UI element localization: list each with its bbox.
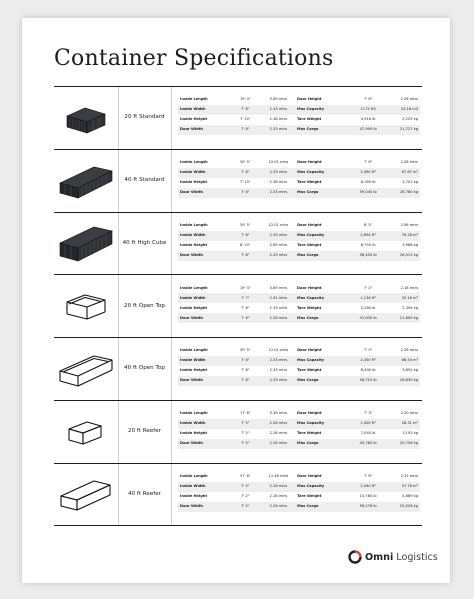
spec-value: 2.26 mtrs [262,502,295,512]
spec-value: 7' 10" [239,117,251,122]
spec-row [178,429,420,439]
spec-sheet [22,18,450,583]
spec-value: 8,750 lb [360,242,376,247]
spec-value: 7' 6" [229,313,262,323]
spec-row [178,376,420,386]
spec-label: Door Height [297,222,322,227]
brand-logo [348,550,438,564]
spec-label: Door Width [178,125,229,135]
spec-value: 1172 ft3 [350,105,387,115]
spec-label: Tare Weight [297,242,322,247]
reefer-container-40ft-icon [58,474,114,514]
spec-label: Door Width [178,313,229,323]
spec-value: 2.33 mtrs [262,105,295,115]
spec-value: 2.15 mtrs [400,473,418,478]
spec-value: 5,280 lb [360,305,376,310]
spec-label: Inside Height [180,493,208,498]
spec-value: 2.33 mtrs [269,305,288,310]
spec-value: 2.38 mtrs [269,180,288,184]
container-name: 20 ft Open Top [118,275,172,337]
spec-table [178,472,420,512]
spec-value: 2,350 ft³ [350,356,387,366]
spec-value: 7' 8" [241,368,250,373]
spec-value: 7' 8" [229,376,262,386]
spec-row [178,313,420,323]
container-image [54,338,119,400]
spec-label: Inside Length [180,473,208,478]
container-name: 40 ft Standard [118,150,172,212]
container-row [54,212,422,275]
container-row [54,400,422,463]
spec-row [178,303,420,313]
spec-value: 39' 5" [239,222,251,227]
spec-value: 7' 6" [363,160,373,164]
spec-label: Max Cargo [295,502,350,512]
spec-value: 7' 5" [229,482,262,492]
spec-label: Door Width [178,188,229,198]
open-top-container-40ft-icon [58,349,114,389]
spec-value: 7' 8" [229,105,262,115]
spec-row [178,283,420,293]
spec-label: Door Height [297,97,322,102]
container-name: 20 ft Standard [118,87,172,149]
spec-value: 17' 8" [239,411,251,416]
spec-label: Max Capacity [295,105,350,115]
container-row [54,149,422,212]
container-name: 20 ft Reefer [118,401,172,463]
spec-value: 7,040 lb [360,431,376,436]
spec-value: 2.18 mtrs [269,493,288,498]
spec-value: 2.33 mtrs [262,356,295,366]
spec-row [178,105,420,115]
spec-value: 21,727 kg [387,125,420,135]
spec-value: 12.01 mtrs [268,348,289,353]
spec-value: 37' 8" [239,473,251,478]
spec-value: 3,968 kg [402,242,418,247]
spec-value: 8,160 lb [360,180,376,184]
spec-value: 7' 6" [363,473,373,478]
spec-value: 7' 7" [229,293,262,303]
omni-logo-icon [348,550,362,564]
spec-value: 66.54 m³ [387,356,420,366]
spec-row [178,293,420,303]
spec-value: 5.89 mtrs [269,285,288,290]
container-image [54,150,119,212]
spec-value: 57.76 m³ [387,482,420,492]
spec-value: 47,999 lb [350,125,387,135]
spec-table [178,158,420,198]
spec-value: 7' 8" [229,168,262,178]
spec-label: Inside Height [180,305,208,310]
spec-value: 2,394 kg [402,305,418,310]
spec-value: 2.33 mtrs [262,251,295,261]
spec-value: 7' 8" [229,188,262,198]
spec-value: 7' 5" [229,502,262,512]
spec-row [178,178,420,188]
spec-label: Inside Height [180,431,208,436]
spec-label: Inside Height [180,117,208,122]
spec-label: Tare Weight [297,117,322,122]
spec-row [178,409,420,419]
spec-row [178,231,420,241]
spec-value: 2.18 mtrs [400,285,418,290]
spec-value: 2.69 mtrs [269,242,288,247]
spec-row [178,221,420,231]
spec-value: 25,526 kg [387,502,420,512]
spec-value: 67.67 m³ [387,168,420,178]
spec-label: Max Capacity [295,482,350,492]
spec-row [178,95,420,105]
spec-value: 26,780 kg [387,188,420,198]
spec-value: 19' 4" [239,285,251,290]
spec-label: Inside Width [178,482,229,492]
spec-label: Inside Width [178,293,229,303]
spec-value: 5.89 mtrs [269,97,288,102]
spec-label: Door Height [297,285,322,290]
brand-name-light: Logistics [396,551,438,563]
spec-row [178,366,420,376]
spec-value: 8' 5" [363,222,373,227]
page-title: Container Specifications [54,46,334,71]
spec-value: 7' 8" [241,305,250,310]
spec-row [178,472,420,482]
spec-value: 1,136 ft³ [350,293,387,303]
spec-label: Inside Length [180,97,208,102]
spec-label: Max Cargo [295,188,350,198]
spec-value: 2.33 mtrs [262,188,295,198]
reefer-container-20ft-icon [63,414,109,450]
open-top-container-20ft-icon [63,288,109,324]
spec-value: 7' 5" [241,431,250,436]
spec-value: 26,630 kg [387,376,420,386]
spec-value: 2.33 mtrs [262,376,295,386]
spec-value: 2,694 ft³ [350,231,387,241]
spec-label: Max Cargo [295,439,350,449]
spec-row [178,419,420,429]
spec-value: 7' 2" [241,493,250,498]
container-image [54,87,119,149]
spec-row [178,188,420,198]
spec-value: 2.26 mtrs [262,482,295,492]
spec-value: 7' 10" [239,180,251,184]
spec-value: 2.26 mtrs [262,419,295,429]
spec-table [178,283,420,323]
spec-label: Tare Weight [297,368,322,373]
spec-value: 39' 5" [239,160,251,164]
spec-row [178,115,420,125]
spec-value: 2.33 mtrs [262,125,295,135]
spec-table [178,409,420,449]
spec-value: 58,710 lb [350,376,387,386]
spec-label: Inside Height [180,242,208,247]
spec-label: Tare Weight [297,431,322,436]
spec-value: 7' 5" [363,348,373,353]
spec-value: 3,701 kg [402,180,418,184]
container-image [54,275,119,337]
spec-label: Inside Width [178,419,229,429]
spec-value: 32.16 m³ [387,293,420,303]
spec-value: 47,630 lb [350,313,387,323]
spec-row [178,346,420,356]
spec-value: 7' 8" [229,251,262,261]
spec-label: Max Capacity [295,293,350,303]
spec-value: 56,276 lb [350,502,387,512]
brand-name-bold: Omni [365,551,394,563]
spec-label: Inside Height [180,368,208,373]
spec-label: Door Height [297,411,322,416]
spec-label: Door Height [297,348,322,353]
spec-value: 2.28 mtrs [400,160,418,164]
spec-value: 2.28 mtrs [400,97,418,102]
spec-row [178,439,420,449]
spec-label: Door Height [297,160,322,164]
container-row [54,86,422,149]
container-image [54,401,119,463]
spec-table [178,221,420,261]
container-list [54,86,422,526]
spec-value: 59,040 lb [350,188,387,198]
spec-value: 20,756 kg [387,439,420,449]
spec-row [178,158,420,168]
spec-label: Max Capacity [295,356,350,366]
spec-label: Max Cargo [295,125,350,135]
spec-label: Tare Weight [297,305,322,310]
spec-row [178,482,420,492]
standard-container-20ft-icon [63,100,109,136]
spec-label: Max Cargo [295,251,350,261]
spec-label: Inside Length [180,348,208,353]
spec-value: 12.01 mtrs [268,160,289,164]
spec-row [178,492,420,502]
spec-value: 7' 8" [229,356,262,366]
spec-label: Inside Width [178,231,229,241]
spec-value: 10,780 lb [359,493,377,498]
spec-value: 4,916 lb [360,117,376,122]
spec-label: Max Cargo [295,313,350,323]
spec-label: Max Capacity [295,168,350,178]
spec-value: 2.33 mtrs [269,368,288,373]
spec-value: 39' 5" [239,348,251,353]
spec-label: Door Width [178,251,229,261]
container-image [54,213,119,275]
container-row [54,337,422,400]
spec-value: 2.26 mtrs [262,439,295,449]
spec-label: Inside Width [178,168,229,178]
standard-container-40ft-icon [58,161,114,201]
spec-value: 33.18 m3 [387,105,420,115]
spec-label: Inside Width [178,105,229,115]
spec-value: 2.28 mtrs [262,313,295,323]
spec-label: Inside Length [180,222,208,227]
spec-value: 4,889 kg [402,493,418,498]
spec-value: 7' 2" [363,285,373,290]
spec-value: 58,450 lb [350,251,387,261]
spec-value: 7' 8" [229,231,262,241]
spec-value: 2.33 mtrs [262,231,295,241]
spec-label: Tare Weight [297,180,322,184]
spec-label: Inside Width [178,356,229,366]
spec-value: 2,040 ft³ [350,482,387,492]
spec-value: 7' 5" [229,419,262,429]
spec-value: 11.48 mtrs [268,473,289,478]
container-row [54,274,422,337]
spec-row [178,356,420,366]
spec-value: 2.56 mtrs [400,222,418,227]
spec-label: Tare Weight [297,493,322,498]
spec-label: Max Cargo [295,376,350,386]
spec-value: 12.01 mtrs [268,222,289,227]
spec-value: 1,000 ft³ [350,419,387,429]
spec-row [178,168,420,178]
spec-value: 45,760 lb [350,439,387,449]
spec-row [178,241,420,251]
spec-table [178,95,420,135]
container-name: 40 ft Open Top [118,338,172,400]
spec-label: Max Capacity [295,419,350,429]
spec-label: Door Width [178,502,229,512]
spec-label: Door Width [178,376,229,386]
container-name: 40 ft Reefer [118,464,172,525]
spec-value: 8,490 lb [360,368,376,373]
spec-value: 7' 3" [363,411,373,416]
container-name: 40 ft High Cube [118,213,172,275]
spec-label: Inside Length [180,285,208,290]
spec-label: Inside Length [180,411,208,416]
spec-value: 5.38 mtrs [269,411,288,416]
container-image [54,464,119,525]
spec-value: 7' 5" [229,439,262,449]
spec-value: 8' 10" [239,242,251,247]
spec-value: 3,850 kg [402,368,418,373]
container-row [54,463,422,526]
spec-value: 7' 8" [229,125,262,135]
spec-value: 2,390 ft³ [350,168,387,178]
spec-label: Max Capacity [295,231,350,241]
spec-label: Door Width [178,439,229,449]
spec-value: 21,600 kg [387,313,420,323]
spec-value: 76.28 m³ [387,231,420,241]
spec-row [178,502,420,512]
spec-label: Door Height [297,473,322,478]
spec-table [178,346,420,386]
spec-label: Inside Length [180,160,208,164]
spec-value: 2,229 kg [402,117,418,122]
spec-value: 19' 4" [239,97,251,102]
spec-value: 2.31 mtrs [262,293,295,303]
spec-value: 2.26 mtrs [400,348,418,353]
spec-value: 28.31 m³ [387,419,420,429]
spec-value: 3,193 kg [402,431,418,436]
spec-value: 2.26 mtrs [269,431,288,436]
spec-value: 2.38 mtrs [269,117,288,122]
high-cube-container-icon [58,221,114,265]
spec-value: 7' 6" [363,97,373,102]
spec-label: Inside Height [180,180,208,184]
spec-value: 2.33 mtrs [262,168,295,178]
spec-row [178,251,420,261]
spec-value: 2.20 mtrs [400,411,418,416]
spec-value: 26,512 kg [387,251,420,261]
spec-row [178,125,420,135]
